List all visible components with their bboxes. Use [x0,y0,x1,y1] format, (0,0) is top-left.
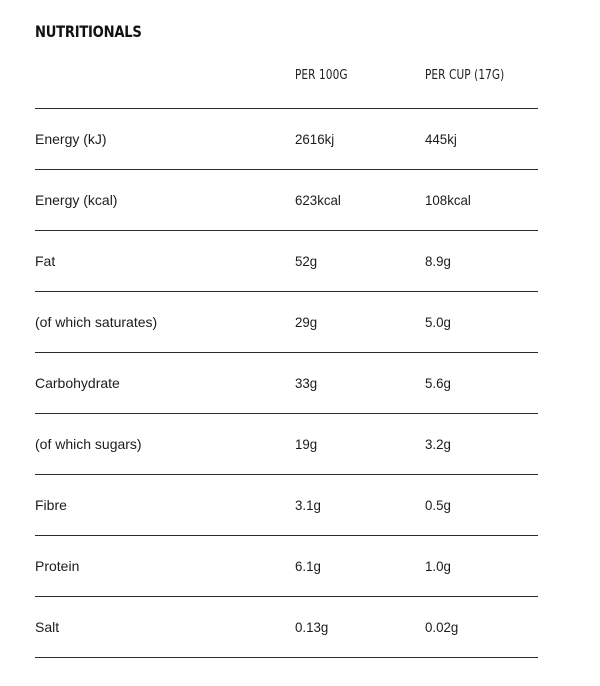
value-per-cup: 8.9g [425,253,451,269]
nutrient-label: Energy (kJ) [35,131,107,147]
value-per-100g: 6.1g [295,558,321,574]
nutrient-label: Protein [35,558,80,574]
nutrient-label: (of which saturates) [35,314,158,330]
table-row [35,352,538,413]
nutrient-label: (of which sugars) [35,436,142,452]
value-per-100g: 33g [295,375,318,391]
column-header-per-cup: PER CUP (17G) [425,68,505,83]
column-header-per-100g: PER 100G [295,68,348,83]
value-per-cup: 5.6g [425,375,451,391]
value-per-cup: 1.0g [425,558,451,574]
table-row [35,413,538,474]
value-per-100g: 623kcal [295,192,341,208]
nutrition-table [35,108,538,658]
nutrient-label: Fibre [35,497,67,513]
table-header [35,68,538,88]
value-per-cup: 108kcal [425,192,471,208]
value-per-cup: 0.02g [425,619,459,635]
value-per-100g: 29g [295,314,318,330]
value-per-100g: 3.1g [295,497,321,513]
table-row [35,230,538,291]
table-row [35,474,538,535]
table-row [35,108,538,169]
table-row [35,169,538,230]
table-row [35,596,538,658]
table-row [35,535,538,596]
table-row [35,291,538,352]
nutrient-label: Salt [35,619,60,635]
section-title: NUTRITIONALS [35,22,142,41]
value-per-cup: 3.2g [425,436,451,452]
value-per-cup: 0.5g [425,497,451,513]
value-per-cup: 5.0g [425,314,451,330]
nutrient-label: Carbohydrate [35,375,120,391]
value-per-100g: 19g [295,436,318,452]
value-per-100g: 52g [295,253,318,269]
value-per-100g: 0.13g [295,619,329,635]
nutrient-label: Fat [35,253,56,269]
value-per-100g: 2616kj [295,131,335,147]
nutrient-label: Energy (kcal) [35,192,118,208]
value-per-cup: 445kj [425,131,457,147]
